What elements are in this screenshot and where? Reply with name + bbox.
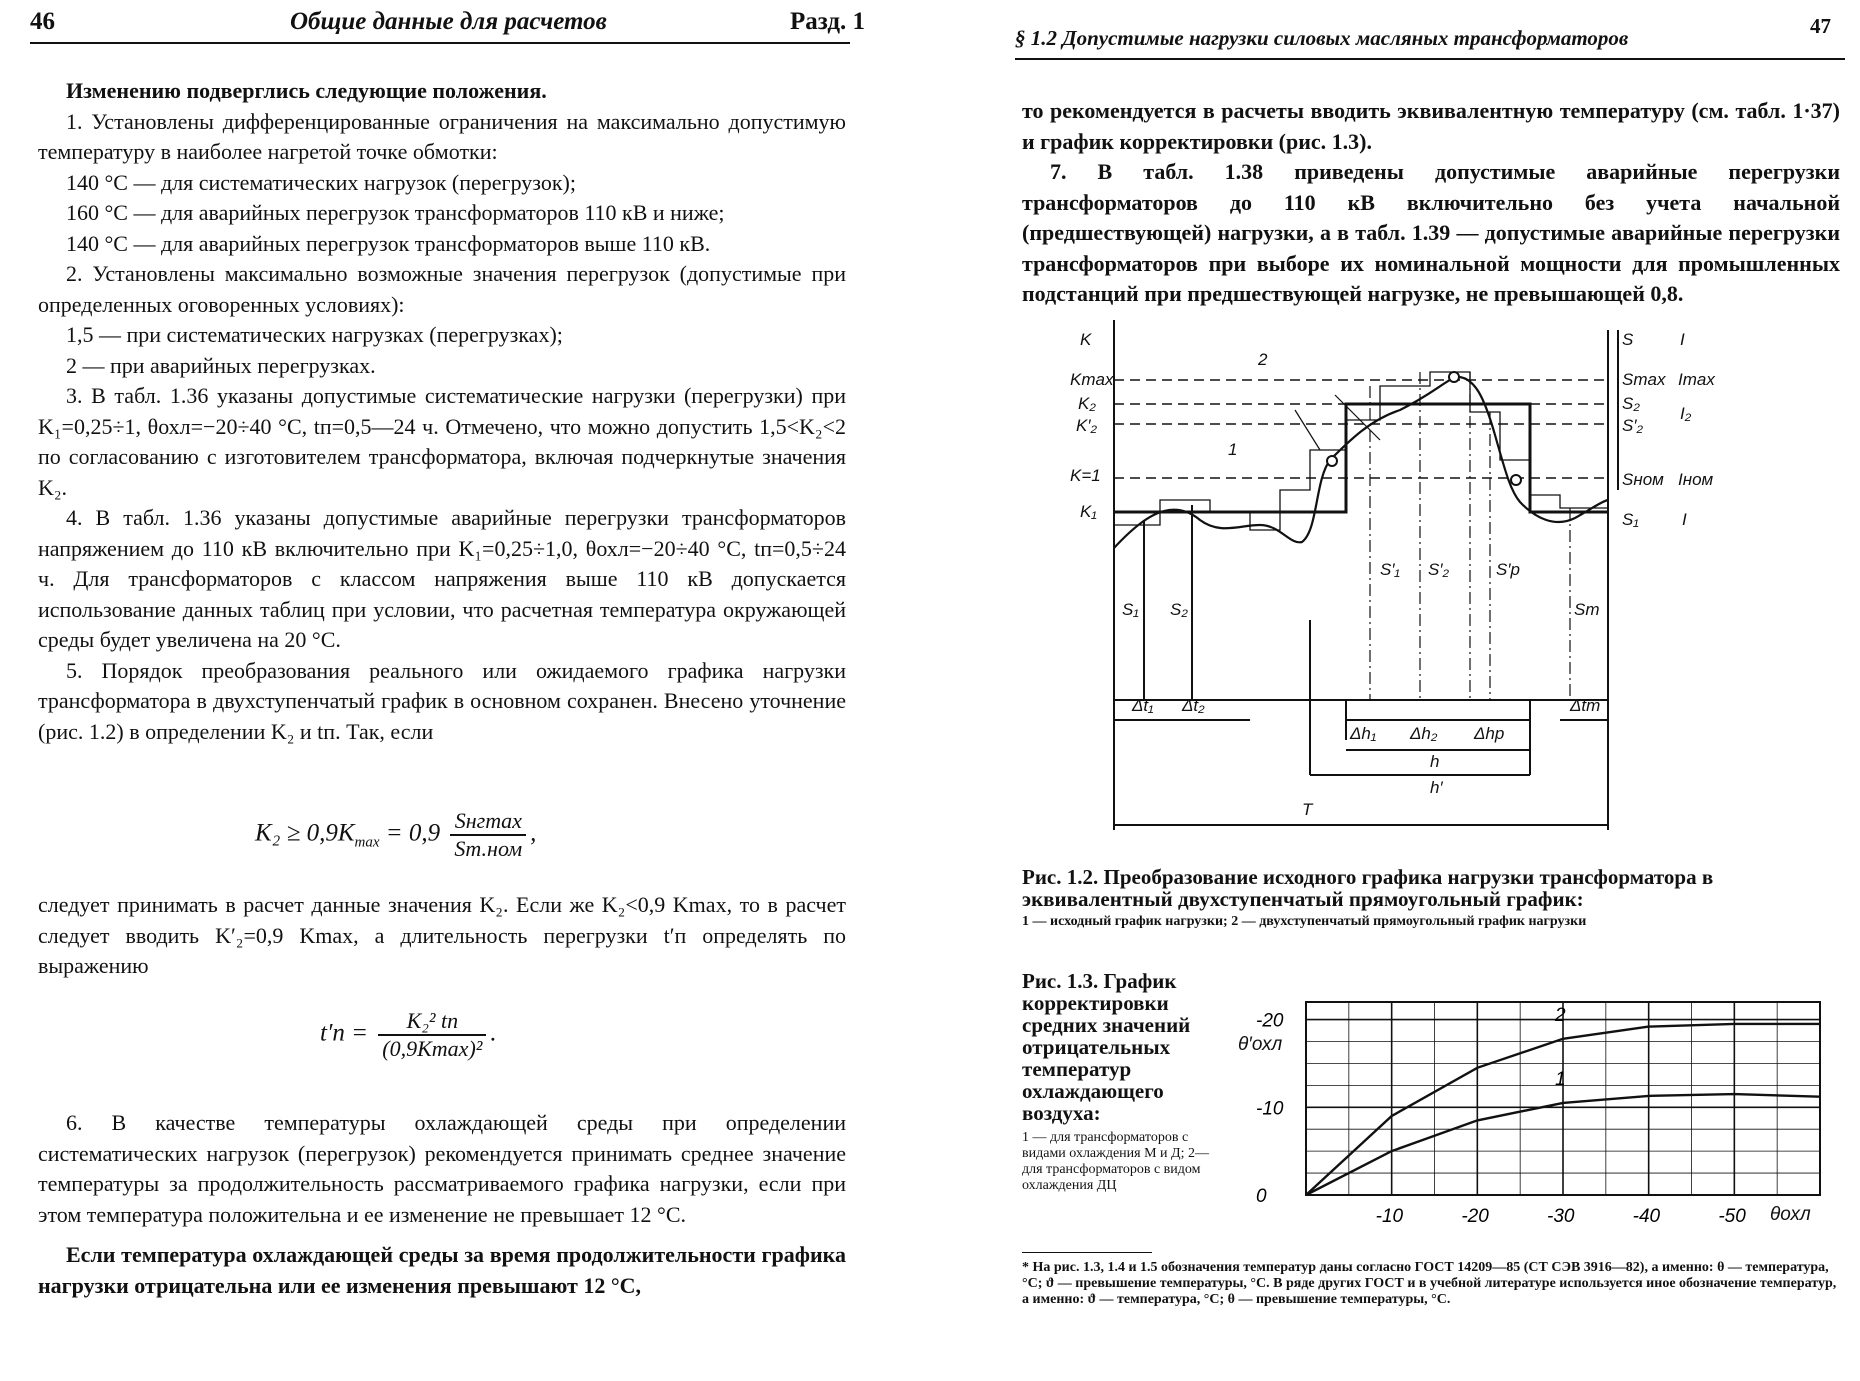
vert-label-sp-prime: S′p xyxy=(1496,560,1520,579)
dt-label-m: Δtm xyxy=(1570,696,1601,715)
formula-2-tail: . xyxy=(490,1019,497,1047)
intersection-point xyxy=(1327,456,1337,466)
y-axis-title: θ′охл xyxy=(1238,1034,1283,1055)
paragraph: 1,5 — при систематических нагрузках (перегрузках); xyxy=(66,322,563,347)
paragraph: 140 °С — для аварийных перегрузок трансформаторов выше 110 кВ. xyxy=(66,230,711,256)
paragraph: 4. В табл. 1.36 указаны допустимые аварийные перегрузки трансформаторов напряжением до 110 кВ включительно при K₁=0,25÷1,0, θохл=−20÷40 °С, tп=0,5÷24 ч. Для трансформаторов с классом напряжения выше 110 кВ допускается использование данных таблиц при условии, что расчетная температура окружающей среды будет увеличена на 20 °С. xyxy=(38,505,846,652)
x-tick-label: -50 xyxy=(1718,1206,1746,1227)
paragraph: 5. Порядок преобразования реального или ожидаемого графика нагрузки трансформатора в двухступенчатый график в основном сохранен. Внесено уточнение (рис. 1.2) в определении K₂ и tп. Так, если xyxy=(38,657,846,744)
dh-label-p: Δhp xyxy=(1474,724,1505,743)
formula-2-fraction xyxy=(378,1008,486,1062)
running-title: Общие данные для расчетов xyxy=(290,8,607,35)
figure-1-3-legend: 1 — для трансформаторов с видами охлаждения М и Д; 2— для трансформаторов с видом охлаждения ДЦ xyxy=(1022,1130,1209,1193)
paragraph: 2 — при аварийных перегрузках. xyxy=(66,352,376,378)
series-label-2: 2 xyxy=(1555,1004,1566,1026)
paragraph-6 xyxy=(38,1108,846,1301)
figure-1-3-caption: Рис. 1.3. График корректировки средних значений отрицательных температур охлаждающего воздуха: xyxy=(1022,969,1191,1125)
body-text xyxy=(1022,96,1840,310)
y-tick-label: -10 xyxy=(1256,1098,1284,1120)
paragraph: то рекомендуется в расчеты вводить эквивалентную температуру (см. табл. 1·37) и график корректировки (рис. 1.3). xyxy=(1022,98,1840,154)
formula-1-fraction xyxy=(450,808,526,862)
formula-1 xyxy=(255,808,536,862)
formula-1-sub: max xyxy=(354,834,380,851)
h-prime-label: h′ xyxy=(1430,778,1443,797)
vert-label-s2-prime: S′₂ xyxy=(1428,560,1450,579)
vert-label-s1-prime: S′₁ xyxy=(1380,560,1400,579)
axis-label-s: S xyxy=(1622,330,1634,349)
axis-label-i-low: I xyxy=(1682,510,1687,529)
axis-label-k2-prime: K′₂ xyxy=(1076,416,1098,435)
axis-label-k1: K₁ xyxy=(1080,502,1097,521)
axis-label-s2: S₂ xyxy=(1622,394,1640,413)
x-axis-title: θохл xyxy=(1770,1204,1811,1225)
dh-label-2: Δh₂ xyxy=(1410,724,1438,743)
curve-label-2: 2 xyxy=(1258,350,1268,369)
axis-label-k1-nom: K=1 xyxy=(1070,466,1101,485)
axis-label-s2-prime: S′₂ xyxy=(1622,416,1644,435)
formula-2-numerator: K₂² tп xyxy=(378,1008,486,1036)
intersection-point xyxy=(1511,475,1521,485)
paragraph: 1. Установлены дифференцированные ограничения на максимально допустимую температуру в наиболее нагретой точке обмотки: xyxy=(38,108,846,164)
x-tick-label: -40 xyxy=(1632,1206,1661,1227)
y-tick-label: 0 xyxy=(1256,1186,1267,1207)
figure-1-2-caption: Рис. 1.2. Преобразование исходного графика нагрузки трансформатора в эквивалентный двухступенчатый прямоугольный график: xyxy=(1022,865,1714,911)
formula-2 xyxy=(320,1008,497,1062)
x-tick-label: -30 xyxy=(1547,1206,1575,1227)
header-rule xyxy=(30,42,850,44)
dh-label-1: Δh₁ xyxy=(1350,724,1377,743)
paragraph: 7. В табл. 1.38 приведены допустимые аварийные перегрузки трансформаторов до 110 кВ включительно без учета начальной (предшествующей) нагрузки, а в табл. 1.39 — допустимые аварийные перегрузки трансформаторов при выборе их номинальной мощности для промышленных подстанций при предшествующей нагрузке, не превышающей 0,8. xyxy=(1022,159,1840,306)
max-point xyxy=(1449,372,1459,382)
footnote-rule xyxy=(1022,1252,1152,1253)
axis-label-i2: I₂ xyxy=(1680,404,1692,423)
formula-1-left: K₂ ≥ 0,9K xyxy=(255,819,355,847)
page-number: 47 xyxy=(1810,14,1831,38)
formula-1-tail: , xyxy=(530,819,537,847)
figure-1-2 xyxy=(930,320,1860,860)
formula-1-explanation: следует принимать в расчет данные значения K₂. Если же K₂<0,9 Kmax, то в расчет следует вводить K′₂=0,9 Kmax, а длительность перегрузки t′п определять по выражению xyxy=(38,892,846,978)
formula-2-left: t′п = xyxy=(320,1019,369,1047)
figure-1-3-chart xyxy=(1220,990,1840,1240)
paragraph: 2. Установлены максимально возможные значения перегрузок (допустимые при определенных оговоренных условиях): xyxy=(38,261,846,317)
series-label-1: 1 xyxy=(1555,1068,1566,1090)
axis-label-smax: Smax xyxy=(1622,370,1666,389)
body-text-top xyxy=(38,76,846,747)
curve-label-1: 1 xyxy=(1228,440,1238,459)
formula-1-mid: = 0,9 xyxy=(379,819,441,847)
footnote: * На рис. 1.3, 1.4 и 1.5 обозначения температур даны согласно ГОСТ 14209—85 (СТ СЭВ 3916—82), а именно: θ — температура, °С; ϑ — превышение температуры, °С. В ряде других ГОСТ и в учебной литературе используется иное обозначение температур, а именно: ϑ — температура, °С; θ — превышение температуры, °С. xyxy=(1022,1260,1837,1307)
axis-label-imax: Imax xyxy=(1678,370,1715,389)
x-tick-label: -10 xyxy=(1375,1206,1404,1227)
figure-1-2-legend: 1 — исходный график нагрузки; 2 — двухступенчатый прямоугольный график нагрузки xyxy=(1022,914,1587,929)
right-page xyxy=(930,0,1860,1381)
page-number: 46 xyxy=(30,8,55,35)
axis-label-s1: S₁ xyxy=(1622,510,1639,529)
formula-1-denominator: Sт.ном xyxy=(454,836,523,861)
axis-label-k2: K₂ xyxy=(1078,394,1096,413)
axis-label-inom: Iном xyxy=(1678,470,1714,489)
y-tick-label: -20 xyxy=(1256,1010,1284,1032)
dt-label-2: Δt₂ xyxy=(1182,696,1205,715)
vert-label-sm: Sm xyxy=(1574,600,1600,619)
paragraph: 140 °С — для систематических нагрузок (перегрузок); xyxy=(66,169,576,195)
axis-label-i: I xyxy=(1680,330,1685,349)
h-label: h xyxy=(1430,752,1440,771)
axis-label-kmax: Kmax xyxy=(1070,370,1114,389)
stepped-graph xyxy=(1114,372,1608,530)
chart-grid xyxy=(1306,1002,1820,1195)
axis-label-snom: Sном xyxy=(1622,470,1664,489)
axis-label-k: K xyxy=(1080,330,1092,349)
section-label: Разд. 1 xyxy=(790,8,866,35)
vert-label-s2: S₂ xyxy=(1170,600,1188,619)
x-tick-label: -20 xyxy=(1461,1206,1489,1227)
paragraph: 160 °С — для аварийных перегрузок трансформаторов 110 кВ и ниже; xyxy=(66,200,725,225)
paragraph-6-text: 6. В качестве температуры охлаждающей среды при определении систематических нагрузок (перегрузок) рекомендуется принимать среднее значение температуры за продолжительность рассматриваемого графика нагрузки, если при этом температура положительна и ее изменение не превышает 12 °С. xyxy=(38,1110,846,1227)
paragraph-7-text: Если температура охлаждающей среды за время продолжительности графика нагрузки отрицательна или ее изменения превышают 12 °С, xyxy=(38,1242,846,1298)
leader-1 xyxy=(1295,410,1320,450)
formula-2-denominator: (0,9Kmax)² xyxy=(382,1036,483,1061)
vert-label-s1: S₁ xyxy=(1122,600,1139,619)
dt-label-1: Δt₁ xyxy=(1132,696,1154,715)
running-title: § 1.2 Допустимые нагрузки силовых масляных трансформаторов xyxy=(1015,26,1629,50)
heading: Изменению подверглись следующие положения. xyxy=(66,78,547,103)
t-label: T xyxy=(1302,800,1313,819)
paragraph: 3. В табл. 1.36 указаны допустимые систематические нагрузки (перегрузки) при K₁=0,25÷1, θохл=−20÷40 °С, tп=0,5—24 ч. Отмечено, что можно допустить 1,5<K₂<2 по согласованию с изготовителем трансформатора, включая подчеркнутые значения K₂. xyxy=(38,383,846,500)
formula-1-numerator: Sнгmax xyxy=(450,808,526,836)
header-rule xyxy=(1015,58,1845,60)
